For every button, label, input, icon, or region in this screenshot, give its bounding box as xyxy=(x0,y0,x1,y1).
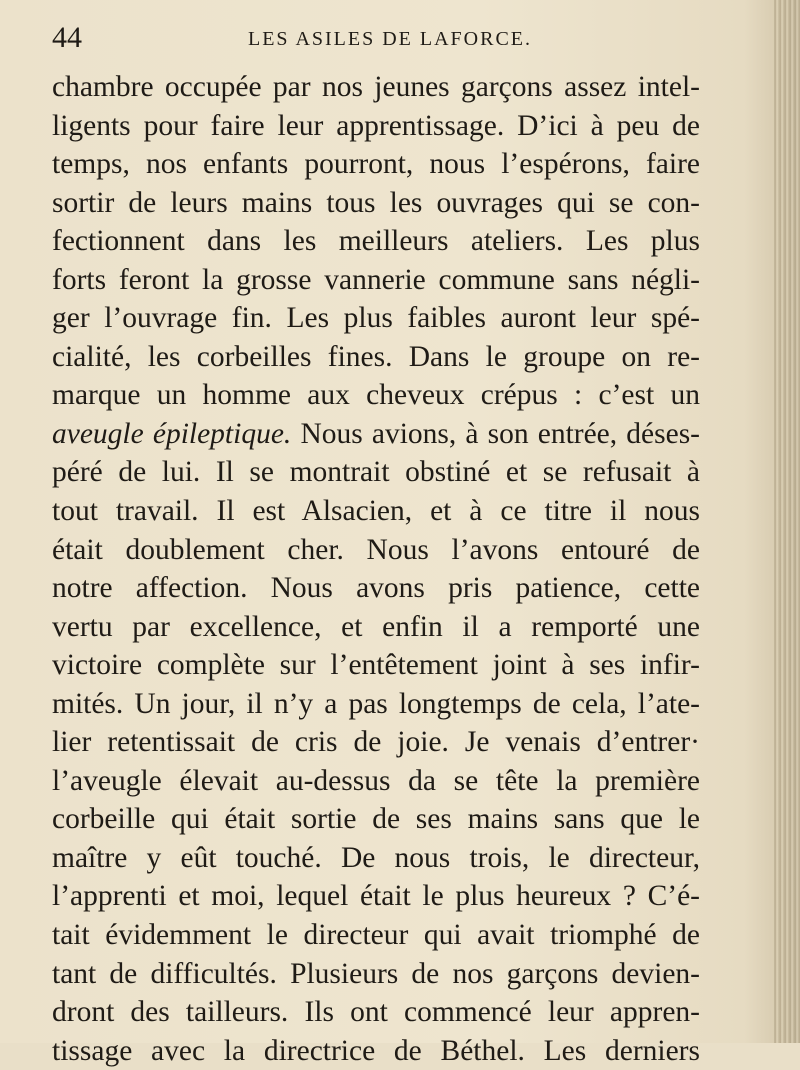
text-line: marque un homme aux cheveux crépus : c’est un xyxy=(52,379,700,412)
text-line: notre affection. Nous avons pris patience, cette xyxy=(52,572,700,605)
text-line: tissage avec la directrice de Béthel. Les derniers xyxy=(52,1034,700,1067)
text-line: dront des tailleurs. Ils ont commencé leur appren- xyxy=(52,996,700,1029)
text-line: corbeille qui était sortie de ses mains sans que le xyxy=(52,803,700,836)
text-line: tait évidemment le directeur qui avait triomphé de xyxy=(52,919,700,952)
text-line: maître y eût touché. De nous trois, le directeur, xyxy=(52,841,700,874)
italic-phrase: aveugle épileptique. xyxy=(52,417,292,450)
page-number: 44 xyxy=(52,21,82,54)
text-line: ligents pour faire leur apprentissage. D’ici à peu de xyxy=(52,109,700,142)
text-line: ger l’ouvrage fin. Les plus faibles auront leur spé- xyxy=(52,302,700,335)
running-title: LES ASILES DE LAFORCE. xyxy=(248,28,533,50)
text-line: l’apprenti et moi, lequel était le plus heureux ? C’é- xyxy=(52,880,700,913)
page-header xyxy=(52,20,698,56)
text-line: tant de difficultés. Plusieurs de nos garçons devien- xyxy=(52,957,700,990)
text-line: était doublement cher. Nous l’avons entouré de xyxy=(52,533,700,566)
text-line: chambre occupée par nos jeunes garçons assez intel- xyxy=(52,71,700,103)
text-line: forts feront la grosse vannerie commune sans négli- xyxy=(52,263,700,296)
text-line: mités. Un jour, il n’y a pas longtemps de cela, l’ate- xyxy=(52,687,700,720)
page-edge-stack xyxy=(774,0,800,1043)
text-line-rest: Nous avions, à son entrée, déses- xyxy=(291,417,701,450)
text-line: péré de lui. Il se montrait obstiné et se refusait à xyxy=(52,456,700,489)
text-line: vertu par excellence, et enfin il a remporté une xyxy=(52,610,700,643)
text-line: l’aveugle élevait au-dessus da se tête la première xyxy=(52,764,700,797)
body-text xyxy=(52,68,700,1070)
text-line: temps, nos enfants pourront, nous l’espérons, faire xyxy=(52,148,700,181)
text-line: cialité, les corbeilles fines. Dans le groupe on re- xyxy=(52,340,700,373)
text-line: lier retentissait de cris de joie. Je venais d’entrer· xyxy=(52,726,700,759)
text-line xyxy=(52,415,700,454)
text-line: fectionnent dans les meilleurs ateliers. Les plus xyxy=(52,225,700,258)
text-line: tout travail. Il est Alsacien, et à ce titre il nous xyxy=(52,495,700,528)
text-line: victoire complète sur l’entêtement joint à ses infir- xyxy=(52,649,700,682)
text-line: sortir de leurs mains tous les ouvrages qui se con- xyxy=(52,186,700,219)
